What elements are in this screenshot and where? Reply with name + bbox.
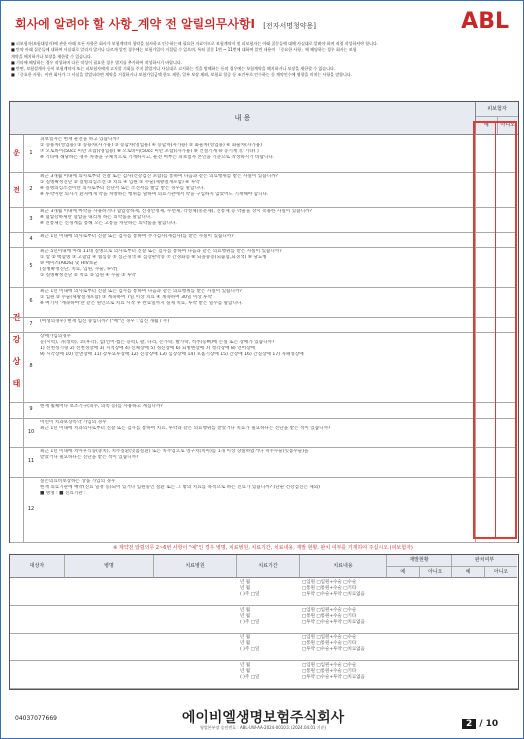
col-cure: 완치여부 예 아니오: [452, 555, 517, 578]
yes-header: 예: [476, 117, 498, 134]
page-indicator: 2 / 10: [462, 711, 512, 724]
question-row: [10, 287, 517, 318]
notice-line: 계약을 해지하거나 보장을 제한할 수 있습니다.: [11, 53, 93, 59]
question-line: ⑩ 에이즈(AIDS) 및 HIV보균: [40, 261, 98, 266]
question-line: 피보험자는 현재 운전을 하고 있습니까?: [40, 137, 120, 142]
no-header: 아니오: [500, 122, 515, 128]
col-period: 치료기간: [237, 555, 300, 578]
question-line: ⑦ 오토바이(50cc 미만 포함)(영업용) ⑧ 오토바이(50cc 미만 포함)(자가용) ⑨ 건설기계 ⑩ 농기계 ⑪ 기타( ): [40, 149, 259, 154]
question-row: [10, 172, 517, 208]
question-number: 8: [29, 363, 33, 369]
detail-row[interactable]: [10, 661, 518, 689]
notice-line: ■ 피보험자(보험대상자)에 관한 아래 모든 사항은 회사가 보험계약의 청약을 심사하고 인수하는데 필요한 자료이므로 보험계약자 및 피보험자는 아래 질문들에 대해 사실대로 알려야 하며 직접 작성하셔야 합니다.: [11, 41, 379, 46]
question-line: 현재 의료기관에 예약(진료 일정 등)되어 있거나 입원중인 질환 또는 그 밖의 치료를 목적으로 하는 진료가 있습니까? (단순 건강검진은 제외): [40, 485, 320, 490]
company-name: 에이비엘생명보험주식회사: [181, 710, 345, 726]
question-line: [질병확정진단, 치료, 입원, 수술, 투약]: [40, 267, 118, 272]
question-text: [40, 404, 471, 410]
question-number: 5: [29, 263, 33, 269]
question-line: ① 질병확정진단 ② 질병의심소견 ③ 치료 ④ 입원 ⑤ 수술(제왕절개포함) ⑥ 투약: [40, 180, 200, 185]
question-text: [40, 449, 471, 461]
question-text: [40, 289, 471, 307]
question-row: [10, 247, 517, 288]
question-line: ① 입원 ② 수술(제왕절개포함) ③ 계속하여 7일 이상 치료 ④ 계속하여 30일 이상 투약: [40, 295, 213, 300]
answer-highlight-box: [473, 121, 517, 539]
question-text: [40, 209, 471, 227]
question-text: [40, 249, 471, 279]
col-recurrence: 재발현황 예 아니오: [387, 555, 452, 578]
approval-number: 영업본부장 승인번호 : ABL-UW-AA-2024-0010호 (2024.04.01 기준): [200, 725, 326, 730]
question-row: [10, 418, 517, 448]
col-disease: 병명: [65, 555, 154, 578]
detail-table: [9, 554, 519, 690]
question-line: 어린이 치과보장특약 가입의 경우: [40, 420, 107, 425]
section-driving: 운전: [10, 135, 24, 172]
notice-line: ■ 기타에 해당하는 경우 작성하며 다른 작성이 필요한 경우 별지를 추가하여 작성하시기 바랍니다.: [11, 59, 183, 65]
col-subject: 대상자: [10, 555, 65, 578]
detail-row[interactable]: [10, 633, 518, 661]
question-text: [40, 137, 471, 161]
col-hospital: 치료병원: [154, 555, 237, 578]
question-line: 1) 선천성기형 2) 선천성장애 3) 지적장애 4) 신체장애 5) 정신장애 6) 뇌병변장애 7) 청각장애 8) 언어장애: [40, 346, 255, 351]
current-page: 2: [462, 719, 476, 729]
question-number: 2: [29, 185, 33, 192]
notice-line: ■ 만약 아래 질문들에 대하여 사실대로 알리지 않거나 다르게 알린 경우에는 보험가입이 거절될 수 있으며, 특히 질문 1번 ~ 11번에 대하여 알린 내용이 「중요한 사항」에 해당하는 경우 회사는 보험: [11, 47, 357, 53]
question-line: 받았거나 필요하다는 진단을 받은 적이 있습니까?: [40, 455, 139, 460]
question-line: 실손의료비보장하는 상품 가입의 경우: [40, 479, 116, 484]
question-number: 6: [29, 298, 33, 304]
question-number: 3: [29, 215, 33, 222]
question-text: [40, 334, 471, 358]
period-fields[interactable]: 년 월 년 월 ( )주 □일: [240, 662, 260, 680]
treatment-options[interactable]: □입원 □입원+수술 □수술 □통원 □통원+수술 □기타 □투약 □수술+투약 □치료없음: [302, 662, 365, 680]
question-line: ※ 진통제는 신경계를 통해 오는 고통을 차단하는 의약품을 말합니다.: [40, 221, 177, 226]
company-logo: ABL: [461, 9, 509, 34]
question-line: 현재 휠체어나 보조기구(의수, 의족 등)를 사용하고 계십니까?: [40, 404, 163, 409]
question-row: [10, 317, 517, 333]
page-title: 회사에 알려야 할 사항_계약 전 알릴의무사항Ⅰ [전자서명청약용]: [15, 17, 316, 31]
question-line: ※ 질병의심소견이란 의사로부터 진단서 또는 소견서를 발급 받은 경우를 말합니다.: [40, 186, 205, 191]
detail-row[interactable]: [10, 578, 518, 606]
question-text: [40, 420, 471, 432]
notice-text: [11, 41, 516, 79]
question-row: [10, 402, 517, 419]
header: [7, 7, 519, 39]
question-number: 7: [29, 320, 33, 327]
content-header: 내 용: [10, 102, 475, 135]
question-line: 최근 1년 이내에 치아우식증(충치), 치주질환(잇몸질환) 또는 치주염으로 영구치(치아)를 1개 이상 상실하였거나 치주수술(잇몸수술)을: [40, 449, 309, 454]
question-number: 9: [29, 406, 33, 412]
question-line: 눈(시력), 귀(청력), 코(후각), 입(언어·씹는 능력), 팔, 다리, 손가락, 발가락, 척추(등뼈)에 손실 또는 장애가 있습니까?: [40, 340, 275, 345]
question-line: 9) 시각장애 10) 안면장애 11) 장루요루장애 12) 신장장애 13) 심장장애 14) 호흡기장애 15) 간장애 16) 간질장애 17) 자폐성장애: [40, 352, 304, 357]
treatment-options[interactable]: □입원 □입원+수술 □수술 □통원 □통원+수술 □기타 □투약 □수술+투약 □치료없음: [302, 580, 365, 597]
question-row: [10, 477, 517, 543]
warning-text: ※ 계약전 알릴의무 2~6번 사항이 "예"인 경우 병명, 치료병원, 치료기간, 치료내용, 재발 현황, 완치 여부를 기재하여 주십시오.(피보험자): [113, 545, 413, 551]
insured-header: 피보험자 예 아니오: [475, 102, 518, 135]
period-fields[interactable]: 년 월 년 월 ( )주 □일: [240, 607, 260, 625]
treatment-options[interactable]: □입원 □입원+수술 □수술 □통원 □통원+수술 □기타 □투약 □수술+투약 □치료없음: [302, 635, 365, 652]
question-number: 12: [27, 505, 35, 512]
section-health: 건강상태: [10, 172, 24, 542]
question-line: 최근 1년 이내에 의사로부터 진찰 또는 검사를 통하여 추가검사(재검사)를 받은 사실이 있습니까?: [40, 234, 234, 239]
question-line: 최근 1년 이내에 치과의사로부터 진찰 또는 검사를 통하여 치료, 투약과 같은 의료행위를 받았거나 치료가 필요하다는 진단을 받은 적이 있습니까?: [40, 426, 331, 431]
question-text: [40, 479, 471, 497]
treatment-options[interactable]: □입원 □입원+수술 □수술 □통원 □통원+수술 □기타 □투약 □수술+투약 □치료없음: [302, 607, 365, 625]
question-text: [40, 174, 471, 198]
question-line: ※ 기타에 해당하는 경우 차종을 구체적으로 기재하시고, 운전 여부는 피보험자 본인을 기준으로 작성하시기 바랍니다.: [40, 155, 275, 160]
question-row: [10, 135, 517, 173]
question-line: ■ 병명 : ■ 진료기관 :: [40, 491, 86, 496]
question-line: 장애가입의경우: [40, 334, 72, 339]
question-line: ※ 여기서 '계속하여'란 같은 원인으로 치료 시작 후 완료일까지 실제 치료, 투약 받은 일수를 말합니다.: [40, 301, 243, 306]
page-subtitle: [전자서명청약용]: [263, 22, 316, 30]
detail-row[interactable]: [10, 606, 518, 634]
question-line: ① 질병확정진단 ② 치료 ③ 입원 ④ 수술 ⑤ 투약: [40, 273, 136, 278]
disclosure-table: [9, 101, 519, 543]
question-number: 4: [29, 235, 33, 242]
question-line: ※ 혈압강하제란 혈압을 내리게 하는 의약품을 말합니다.: [40, 215, 152, 220]
question-row: [10, 447, 517, 478]
col-treatment: 치료내용: [300, 555, 387, 578]
period-fields[interactable]: 년 월 년 월 ( )주 □일: [240, 580, 260, 597]
question-number: 11: [27, 458, 35, 464]
question-line: 최근 1년 이내에 의사로부터 진찰 또는 검사를 통하여 다음과 같은 의료행위를 받은 사실이 있습니까?: [40, 289, 242, 294]
question-row: [10, 232, 517, 248]
notice-line: ■ 「중요한 사항」이란 회사가 그 사실을 알았더라면 계약을 거절하거나 보험가입금액 한도 제한, 일부 보장 제외, 보험료 할증 등 조건부로 인수하는 등 계약인수에 영향을 미치는 사항을 말합니다.: [11, 72, 353, 78]
question-line: 최근 5년이내에 아래 11대 질병으로 의사로부터 진찰 또는 검사를 통하여 다음과 같은 의료행위를 받은 사실이 있습니까?: [40, 249, 282, 254]
question-line: ※ 투약이란 의사가 환자에게 약을 처방하는 행위를 말하며 의료기관에서 약을 구입하지 않았어도 기재해야 합니다.: [40, 192, 269, 197]
question-text: [40, 319, 471, 325]
question-line: ① 승용차(영업용) ② 승용차(자가용) ③ 승합차(영업용) ④ 승합차(자가용) ⑤ 화물차(영업용) ⑥ 화물차(자가용): [40, 143, 263, 148]
period-fields[interactable]: 년 월 년 월 ( )주 □일: [240, 635, 260, 652]
question-line: 최근 3개월 이내에 마약을 사용하거나 혈압강하제, 신경안정제, 수면제, 각성제(흥분제), 진통제 등 약물을 상시 복용한 사실이 있습니까?: [40, 209, 312, 214]
question-line: ① 암 ② 백혈병 ③ 고혈압 ④ 협심증 ⑤ 심근경색 ⑥ 심장판막증 ⑦ 간경화증 ⑧ 뇌졸중증(뇌출혈,뇌경색) ⑨ 당뇨병: [40, 255, 267, 260]
question-line: 최근 3개월 이내에 의사로부터 진찰 또는 검사(건강검진 포함)를 통하여 다음과 같은 의료행위를 받은 사실이 있습니까?: [40, 174, 278, 179]
question-row: [10, 332, 517, 403]
question-number: 10: [27, 428, 35, 435]
question-text: [40, 234, 471, 240]
question-number: 1: [29, 149, 33, 156]
question-row: [10, 207, 517, 233]
question-line: (여성의경우) 현재 임신 중입니까? ("예"인 경우 : 임신 개월 / 주): [40, 319, 170, 324]
notice-line: ■ 반면, 보험설계사 등이 보험계약자 또는 피보험자에게 고지할 기회를 주지 않았거나 사실대로 고지하는 것을 방해하는 등의 경우에는 보험계약을 해지하거나 보장을 제한할 수 없습니다.: [11, 66, 336, 72]
document-id: 04037077669: [15, 715, 57, 722]
total-pages: 10: [485, 719, 499, 729]
